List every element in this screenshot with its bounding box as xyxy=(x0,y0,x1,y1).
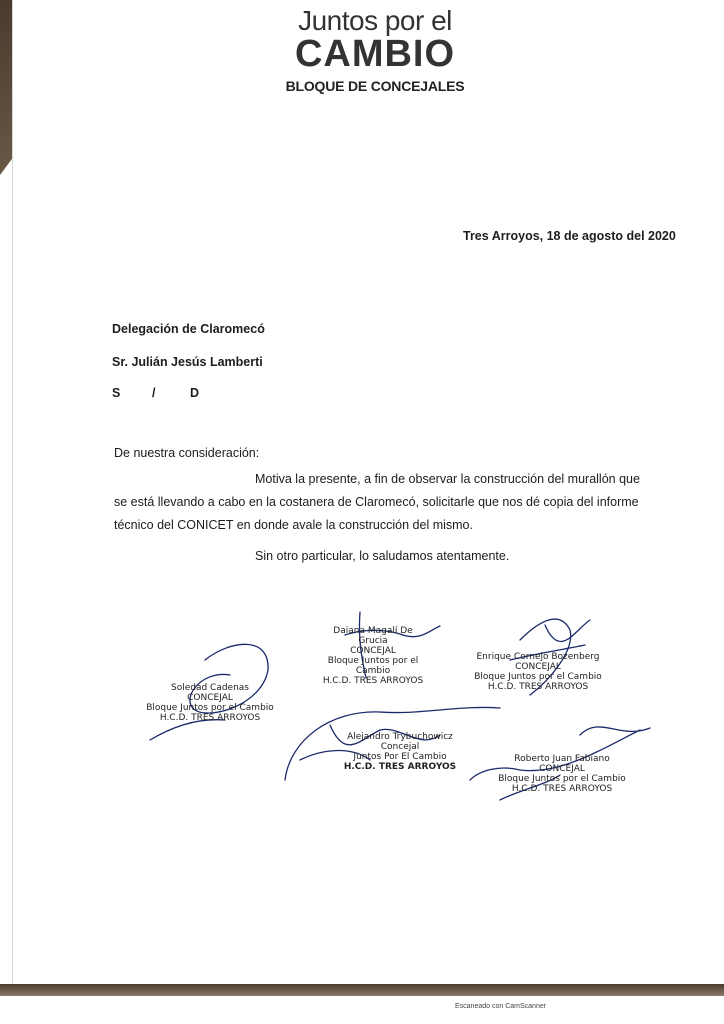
signature-block-fabiano xyxy=(492,754,632,794)
signer-bloc: Juntos Por El Cambio xyxy=(353,752,447,762)
date-line: Tres Arroyos, 18 de agosto del 2020 xyxy=(463,229,676,243)
signer-title: CONCEJAL xyxy=(539,764,585,774)
salutation: De nuestra consideración: xyxy=(114,446,260,460)
recipient-d: D xyxy=(190,386,200,400)
recipient-org: Delegación de Claromecó xyxy=(112,322,265,336)
signer-title: CONCEJAL xyxy=(515,662,561,672)
logo-line-bloque: BLOQUE DE CONCEJALES xyxy=(285,78,465,94)
signature-block-de-grucia xyxy=(318,626,428,686)
signer-title: CONCEJAL xyxy=(350,646,396,656)
signer-bloc: Bloque Juntos por el Cambio xyxy=(474,672,602,682)
signature-block-cadenas xyxy=(140,683,280,723)
logo-line-juntos: Juntos por el xyxy=(298,5,452,36)
signature-block-trybuchowicz xyxy=(335,732,465,772)
signer-name: Enrique Cornejo Bozenberg xyxy=(476,652,600,662)
signer-bloc: Bloque Juntos por el Cambio xyxy=(327,656,419,676)
signer-name: Soledad Cadenas xyxy=(170,683,250,693)
signer-name: Daiana Magalí De Grucia xyxy=(333,626,413,646)
signer-council: H.C.D. TRES ARROYOS xyxy=(487,682,589,692)
body-line-3: técnico del CONICET en donde avale la construcción del mismo. xyxy=(114,518,473,532)
signer-council: H.C.D. TRES ARROYOS xyxy=(511,784,613,794)
signer-council: H.C.D. TRES ARROYOS xyxy=(322,676,424,686)
party-logo xyxy=(270,6,480,94)
signature-block-cornejo xyxy=(468,652,608,692)
signer-bloc: Bloque Juntos por el Cambio xyxy=(146,703,274,713)
scan-shadow-bottom xyxy=(0,984,724,996)
body-line-1: Motiva la presente, a fin de observar la construcción del murallón que xyxy=(255,472,640,486)
body-line-2: se está llevando a cabo en la costanera de Claromecó, solicitarle que nos dé copia del informe xyxy=(114,495,639,509)
closing-line: Sin otro particular, lo saludamos atentamente. xyxy=(255,549,510,563)
scanner-footer: Escaneado con CamScanner xyxy=(455,1003,547,1010)
signer-council: H.C.D. TRES ARROYOS xyxy=(159,713,261,723)
signer-bloc: Bloque Juntos por el Cambio xyxy=(498,774,626,784)
recipient-s: S xyxy=(112,386,121,400)
recipient-slash: / xyxy=(152,386,156,400)
signer-title: Concejal xyxy=(380,742,420,752)
signer-title: CONCEJAL xyxy=(187,693,233,703)
signer-council: H.C.D. TRES ARROYOS xyxy=(343,762,457,772)
signer-name: Alejandro Trybuchowicz xyxy=(347,732,453,742)
recipient-person: Sr. Julián Jesús Lamberti xyxy=(112,355,263,369)
signer-name: Roberto Juan Fabiano xyxy=(514,754,610,764)
logo-line-cambio: CAMBIO xyxy=(294,33,456,75)
